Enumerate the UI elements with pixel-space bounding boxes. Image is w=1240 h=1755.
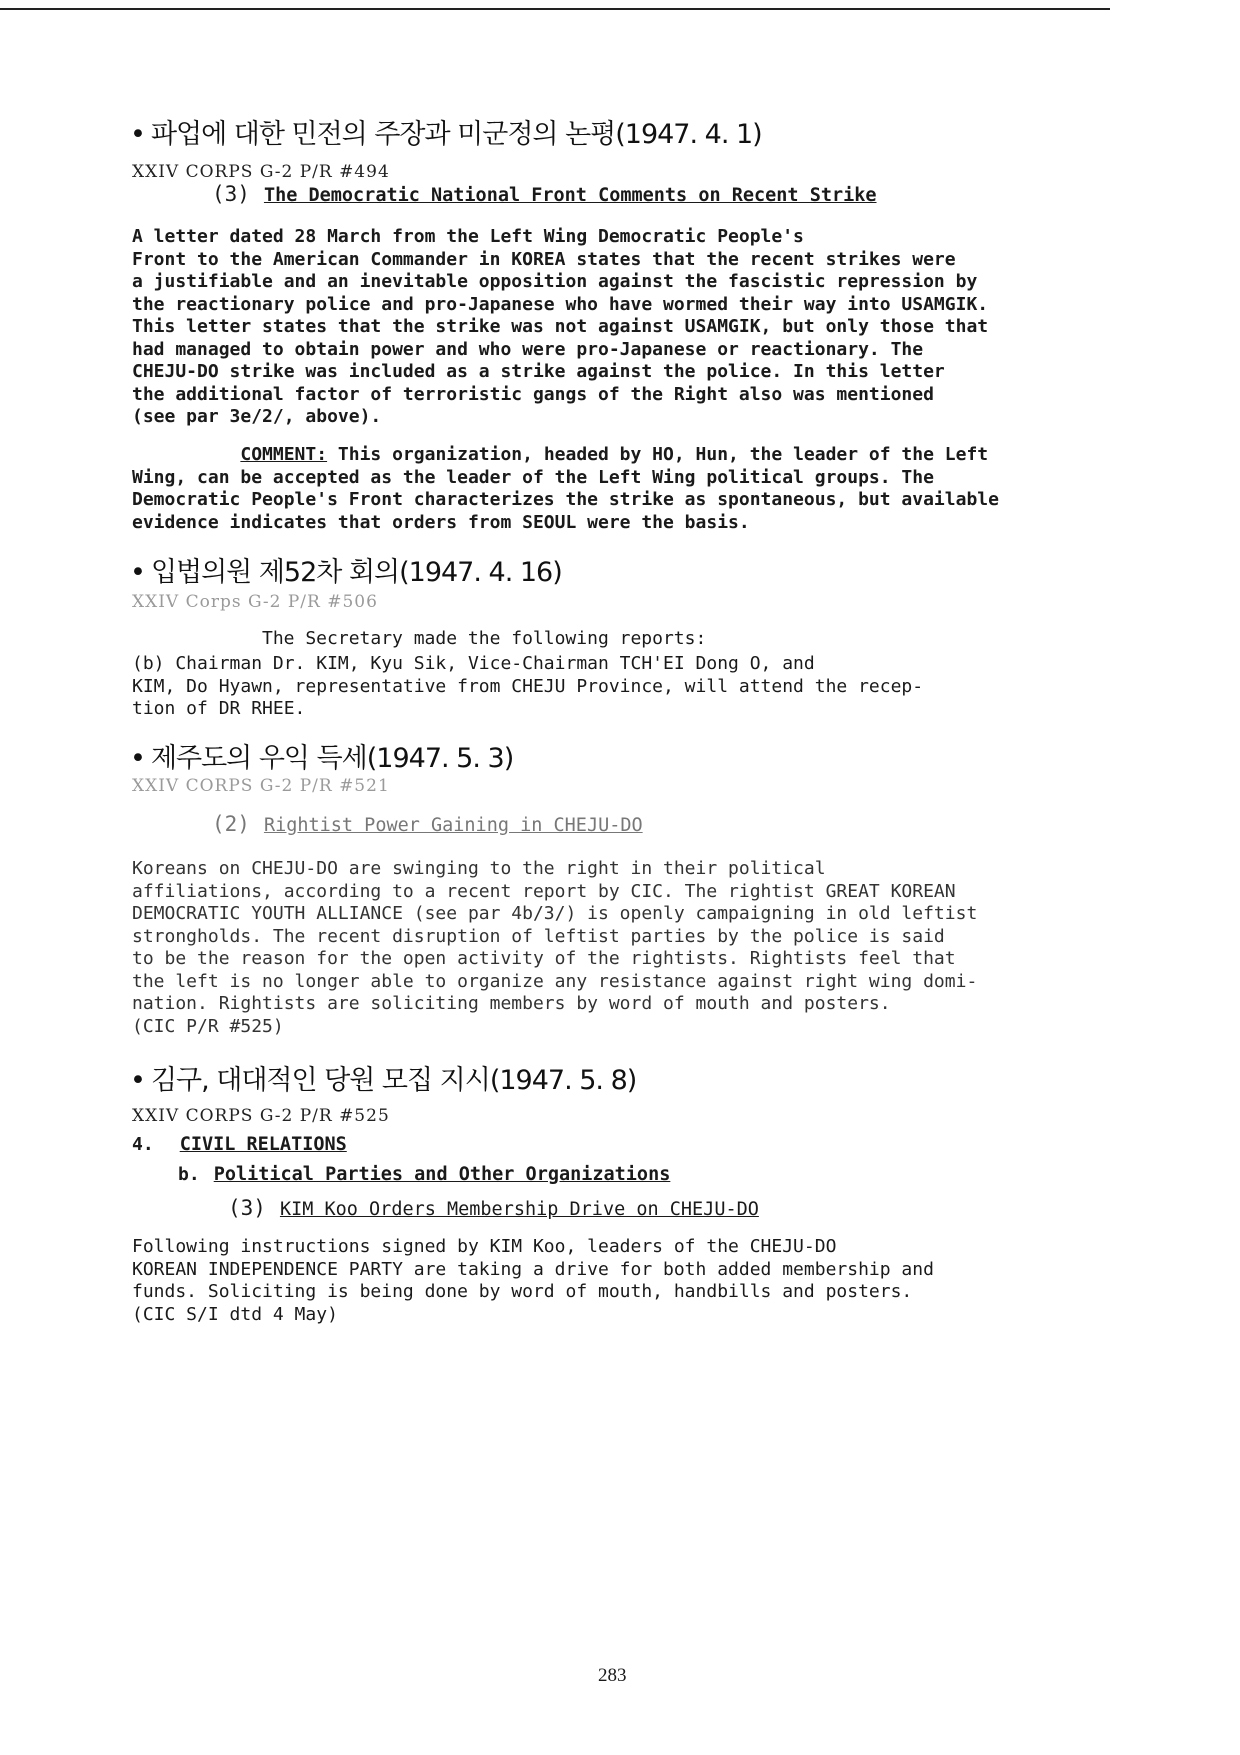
subheading-number: (3)	[212, 182, 250, 206]
level1-title: CIVIL RELATIONS	[179, 1134, 347, 1155]
section-2-paragraph: (b) Chairman Dr. KIM, Kyu Sik, Vice-Chairman TCH'EI Dong O, and KIM, Do Hyawn, representative from CHEJU Province, will attend the recep- tion of DR RHEE.	[132, 653, 924, 719]
level1-number: 4.	[132, 1134, 154, 1155]
section-2-heading	[130, 550, 562, 589]
section-3-ref: XXIV CORPS G-2 P/R #521	[132, 776, 390, 796]
section-1-comment	[132, 444, 1112, 534]
section-4-paragraph: Following instructions signed by KIM Koo, leaders of the CHEJU-DO KOREAN INDEPENDENCE PARTY are taking a drive for both added membership and funds. Soliciting is being done by word of mouth, handbills and posters. (CIC S/I dtd 4 May)	[132, 1236, 934, 1325]
section-4-level1	[132, 1134, 347, 1155]
section-4-heading	[130, 1058, 636, 1097]
level2-number: b.	[178, 1164, 200, 1185]
section-3-heading-text: 제주도의 우익 득세(1947. 5. 3)	[150, 743, 514, 774]
top-border-line	[0, 8, 1110, 10]
section-2-ref: XXIV Corps G-2 P/R #506	[132, 592, 378, 612]
comment-label: COMMENT:	[240, 444, 328, 465]
page-number: 283	[598, 1665, 627, 1686]
subheading-title: Rightist Power Gaining in CHEJU-DO	[263, 815, 643, 836]
section-1-heading-text: 파업에 대한 민전의 주장과 미군정의 논평(1947. 4. 1)	[150, 119, 762, 150]
section-4-subheading	[228, 1196, 759, 1220]
section-3-heading	[130, 736, 513, 775]
section-4-heading-text: 김구, 대대적인 당원 모집 지시(1947. 5. 8)	[150, 1065, 637, 1096]
section-2-heading-text: 입법의원 제52차 회의(1947. 4. 16)	[150, 557, 562, 588]
bullet: •	[130, 119, 145, 150]
subheading-title: The Democratic National Front Comments on Recent Strike	[263, 185, 877, 206]
section-3-paragraph: Koreans on CHEJU-DO are swinging to the right in their political affiliations, according to a recent report by CIC. The rightist GREAT KOREAN DEMOCRATIC YOUTH ALLIANCE (see par 4b/3/) is openly campaigning in old leftist strongholds. The recent disruption of leftist parties by the police is said to be the reason for the open activity of the rightists. Rightists feel that the left is no longer able to organize any resistance against right wing domi- nation. Rightists are soliciting members by word of mouth and posters. (CIC P/R #525)	[132, 858, 978, 1037]
subheading-number: (2)	[212, 812, 250, 836]
section-1-subheading	[212, 182, 877, 206]
section-2-line1: The Secretary made the following reports:	[262, 628, 707, 649]
bullet: •	[130, 743, 145, 774]
subheading-number: (3)	[228, 1196, 266, 1220]
comment-text: This organization, headed by HO, Hun, the leader of the Left Wing, can be accepted as the leader of the Left Wing political groups. The Democratic People's Front characterizes the strike as spontaneous, but available evidence indicates that orders from SEOUL were the basis.	[132, 444, 999, 533]
section-1-ref: XXIV CORPS G-2 P/R #494	[132, 162, 390, 182]
section-1-paragraph: A letter dated 28 March from the Left Wing Democratic People's Front to the American Commander in KOREA states that the recent strikes were a justifiable and an inevitable opposition against the fascistic repression by the reactionary police and pro-Japanese who have wormed their way into USAMGIK. This letter states that the strike was not against USAMGIK, but only those that had managed to obtain power and who were pro-Japanese or reactionary. The CHEJU-DO strike was included as a strike against the police. In this letter the additional factor of terroristic gangs of the Right also was mentioned (see par 3e/2/, above).	[132, 226, 989, 427]
section-1-heading	[130, 112, 762, 151]
subheading-title: KIM Koo Orders Membership Drive on CHEJU-DO	[279, 1199, 759, 1220]
section-3-subheading	[212, 812, 643, 836]
bullet: •	[130, 557, 145, 588]
section-4-level2	[178, 1164, 670, 1185]
section-4-ref: XXIV CORPS G-2 P/R #525	[132, 1106, 390, 1126]
bullet: •	[130, 1065, 145, 1096]
level2-title: Political Parties and Other Organizations	[213, 1164, 671, 1185]
